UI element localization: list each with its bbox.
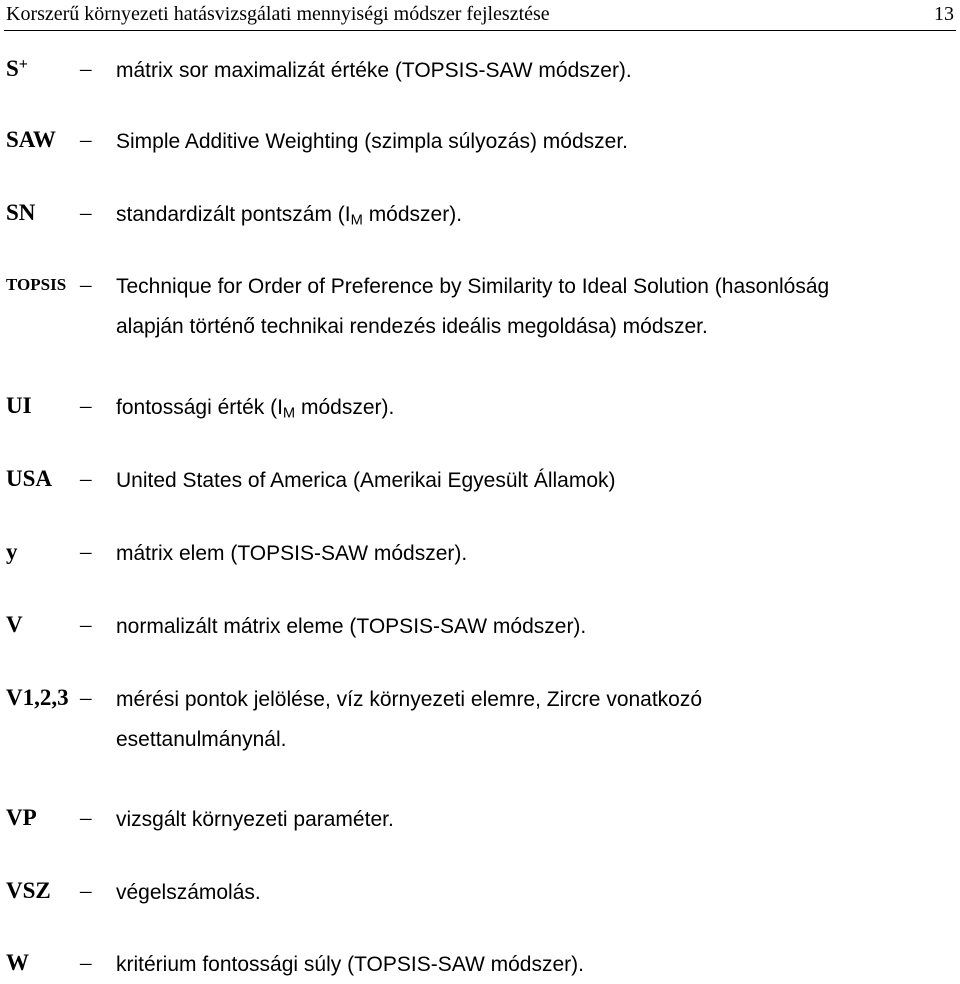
glossary-dash: – xyxy=(80,950,92,975)
glossary-dash: – xyxy=(80,539,92,564)
glossary-dash: – xyxy=(80,878,92,903)
glossary-term: S+ xyxy=(6,55,28,81)
glossary-term: SAW xyxy=(6,127,56,152)
definition-line: alapján történő technikai rendezés ideális megoldása) módszer. xyxy=(116,315,708,338)
glossary-definition xyxy=(116,268,956,348)
glossary-dash: – xyxy=(80,612,92,637)
glossary-term: V1,2,3 xyxy=(6,685,69,710)
page-number: 13 xyxy=(934,3,954,25)
header-title: Korszerű környezeti hatásvizsgálati mennyiségi módszer fejlesztése xyxy=(6,3,550,25)
glossary-definition: normalizált mátrix eleme (TOPSIS-SAW módszer). xyxy=(116,615,587,638)
definition-line: mérési pontok jelölése, víz környezeti elemre, Zircre vonatkozó xyxy=(116,688,703,711)
glossary-term: y xyxy=(6,539,18,564)
glossary-definition: standardizált pontszám ($I_M$ módszer). xyxy=(116,203,463,229)
glossary-definition xyxy=(116,681,956,761)
glossary-dash: – xyxy=(80,685,92,710)
definition-line: esettanulmánynál. xyxy=(116,728,287,751)
glossary-definition: mátrix sor maximalizát értéke (TOPSIS-SAW módszer). xyxy=(116,59,632,82)
page-header xyxy=(4,0,956,31)
glossary-term: SN xyxy=(6,200,36,225)
glossary-definition: végelszámolás. xyxy=(116,881,261,904)
glossary-definition: fontossági érték ($I_M$ módszer). xyxy=(116,396,395,422)
glossary-dash: – xyxy=(80,200,92,225)
definition-line: Technique for Order of Preference by Similarity to Ideal Solution (hasonlóság xyxy=(116,275,830,298)
glossary-term: USA xyxy=(6,466,53,491)
glossary-dash: – xyxy=(80,272,92,297)
glossary-term: V xyxy=(6,612,23,637)
glossary-term: W xyxy=(6,950,29,975)
glossary-definition: United States of America (Amerikai Egyesült Államok) xyxy=(116,469,616,492)
glossary-definition: vizsgált környezeti paraméter. xyxy=(116,808,394,831)
glossary-dash: – xyxy=(80,466,92,491)
glossary-definition: mátrix elem (TOPSIS-SAW módszer). xyxy=(116,542,468,565)
glossary-term: VP xyxy=(6,805,37,830)
glossary-dash: – xyxy=(80,56,92,81)
glossary-dash: – xyxy=(80,805,92,830)
glossary-term: UI xyxy=(6,393,32,418)
glossary-dash: – xyxy=(80,127,92,152)
glossary-definition: Simple Additive Weighting (szimpla súlyozás) módszer. xyxy=(116,130,628,153)
glossary-term: VSZ xyxy=(6,878,51,903)
glossary-term: TOPSIS xyxy=(6,275,67,294)
glossary-definition: kritérium fontossági súly (TOPSIS-SAW módszer). xyxy=(116,953,584,976)
glossary-dash: – xyxy=(80,393,92,418)
